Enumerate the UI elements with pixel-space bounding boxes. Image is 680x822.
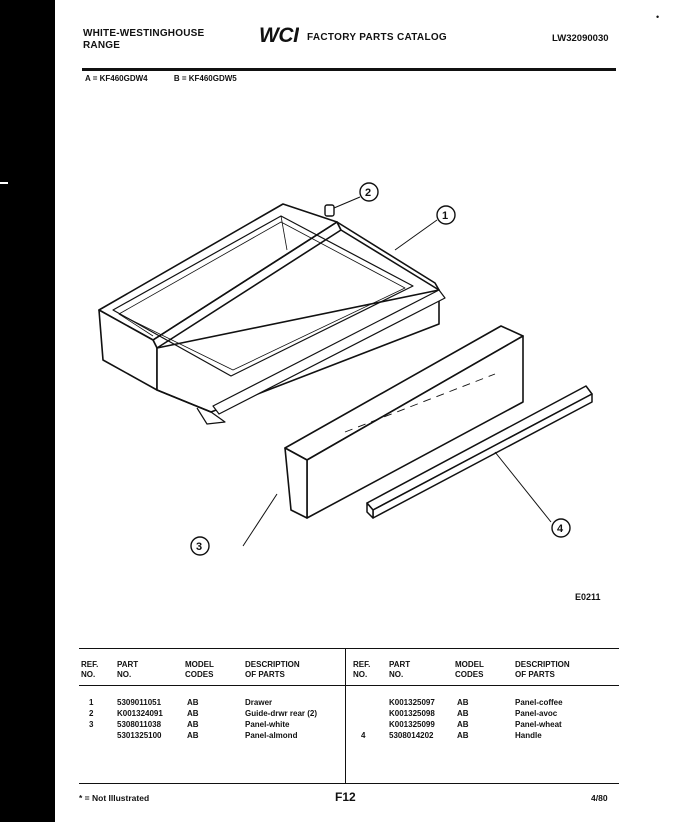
table-divider [345,649,346,783]
print-date: 4/80 [591,793,608,803]
part-description: Panel-wheat [515,720,562,729]
logo-text: WCI [259,24,299,46]
wci-logo [259,22,299,46]
part-no: K001325098 [389,709,435,718]
catalog-sheet [55,0,680,822]
exploded-diagram [55,150,680,580]
header-ref-no-right: REF. NO. [353,660,371,679]
model-code: AB [457,698,469,707]
part-description: Panel-almond [245,731,298,740]
part-no: 5309011051 [117,698,162,707]
corner-mark: • [656,12,660,22]
model-code: AB [457,731,469,740]
callout-1 [437,206,455,224]
part-no: 5308014202 [389,731,434,740]
header-part-no-left: PART NO. [117,660,139,679]
header-model-codes-right: MODEL CODES [455,660,484,679]
ref-no: 1 [89,698,94,707]
part-no: K001325097 [389,698,435,707]
brand-block [83,28,204,52]
model-list [85,74,261,83]
footnote: * = Not Illustrated [79,793,150,803]
table-bottom-rule [79,783,619,784]
part-no: K001324091 [117,709,163,718]
svg-text:2: 2 [365,187,372,199]
part-description: Panel-white [245,720,290,729]
header-ref-no-left: REF. NO. [81,660,99,679]
header-rule [82,68,616,71]
model-code: AB [187,720,199,729]
table-header-rule [79,685,619,686]
callout-2 [360,183,378,201]
ref-no: 2 [89,709,94,718]
model-code: AB [187,698,199,707]
part-description: Panel-avoc [515,709,558,718]
callout-4 [552,519,570,537]
svg-text:4: 4 [557,523,564,535]
page-number: F12 [335,790,356,804]
model-code: AB [457,709,469,718]
header-part-no-right: PART NO. [389,660,411,679]
part-description: Guide-drwr rear (2) [245,709,318,718]
ref-no: 4 [361,731,366,740]
catalog-code: LW32090030 [552,33,609,44]
svg-text:1: 1 [442,210,449,222]
model-code: AB [457,720,469,729]
scan-edge [0,0,55,822]
part-description: Drawer [245,698,273,707]
table-top-rule [79,648,619,649]
brand-name: WHITE-WESTINGHOUSE [83,28,205,39]
model-b: B = KF460GDW5 [173,74,237,83]
callout-3 [191,537,209,555]
part-description: Handle [515,731,542,740]
header-description-right: DESCRIPTION OF PARTS [515,660,570,679]
model-code: AB [187,709,199,718]
header-description-left: DESCRIPTION OF PARTS [245,660,300,679]
product-type: RANGE [83,40,121,51]
model-a: A = KF460GDW4 [85,74,148,83]
part-description: Panel-coffee [515,698,563,707]
part-no: 5301325100 [117,731,162,740]
svg-text:3: 3 [196,541,203,553]
scan-mark [0,182,8,184]
model-code: AB [187,731,199,740]
part-no: 5308011038 [117,720,162,729]
part-no: K001325099 [389,720,435,729]
figure-code: E0211 [575,592,601,602]
catalog-title: FACTORY PARTS CATALOG [307,32,448,43]
header-model-codes-left: MODEL CODES [185,660,214,679]
ref-no: 3 [89,720,94,729]
guide-part [325,197,360,216]
